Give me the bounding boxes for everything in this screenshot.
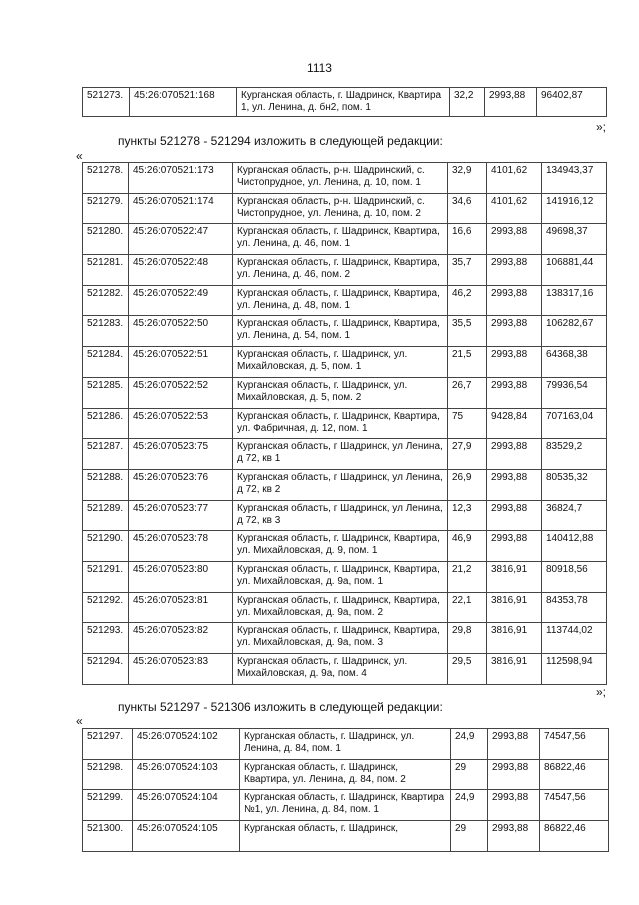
item-number-cell: 521281. <box>83 255 129 286</box>
area-cell: 12,3 <box>448 500 487 531</box>
table-row <box>83 623 607 654</box>
value-cell: 79936,54 <box>542 377 607 408</box>
cadastral-number-cell: 45:26:070524:102 <box>133 729 240 760</box>
address-cell: Курганская область, г. Шадринск, Квартира, ул. Ленина, д. 84, пом. 2 <box>240 759 451 790</box>
value-cell: 64368,38 <box>542 347 607 378</box>
address-cell: Курганская область, г. Шадринск, Квартира, ул. Фабричная, д. 12, пом. 1 <box>233 408 448 439</box>
value-cell: 49698,37 <box>542 224 607 255</box>
page-number: 1113 <box>307 61 332 75</box>
rate-cell: 2993,88 <box>487 531 542 562</box>
item-number-cell: 521284. <box>83 347 129 378</box>
table-row <box>83 408 607 439</box>
area-cell: 32,9 <box>448 163 487 194</box>
table-row <box>83 224 607 255</box>
value-cell: 106881,44 <box>542 255 607 286</box>
rate-cell: 2993,88 <box>487 285 542 316</box>
area-cell: 35,7 <box>448 255 487 286</box>
area-cell: 21,5 <box>448 347 487 378</box>
area-cell: 21,2 <box>448 561 487 592</box>
value-cell: 83529,2 <box>542 439 607 470</box>
rate-cell: 2993,88 <box>488 821 540 852</box>
area-cell: 26,7 <box>448 377 487 408</box>
item-number-cell: 521298. <box>83 759 133 790</box>
table-row <box>83 531 607 562</box>
address-cell: Курганская область, г. Шадринск, Квартира, ул. Михайловская, д. 9, пом. 1 <box>233 531 448 562</box>
value-cell: 36824,7 <box>542 500 607 531</box>
rate-cell: 2993,88 <box>487 377 542 408</box>
area-cell: 29,5 <box>448 654 487 685</box>
area-cell: 29 <box>451 759 488 790</box>
rate-cell: 4101,62 <box>487 163 542 194</box>
rate-cell: 2993,88 <box>487 469 542 500</box>
table-row <box>83 255 607 286</box>
address-cell: Курганская область, г. Шадринск, Квартира, ул. Ленина, д. 46, пом. 2 <box>233 255 448 286</box>
rate-cell: 2993,88 <box>487 255 542 286</box>
item-number-cell: 521290. <box>83 531 129 562</box>
value-cell: 84353,78 <box>542 592 607 623</box>
item-number-cell: 521294. <box>83 654 129 685</box>
area-cell: 46,2 <box>448 285 487 316</box>
item-number-cell: 521292. <box>83 592 129 623</box>
value-cell: 86822,46 <box>540 759 609 790</box>
table-row <box>83 439 607 470</box>
item-number-cell: 521278. <box>83 163 129 194</box>
address-cell: Курганская область, г. Шадринск, Квартира, ул. Ленина, д. 54, пом. 1 <box>233 316 448 347</box>
table-row <box>83 193 607 224</box>
address-cell: Курганская область, г. Шадринск, Квартира №1, ул. Ленина, д. 84, пом. 1 <box>240 790 451 821</box>
value-cell: 134943,37 <box>542 163 607 194</box>
area-cell: 16,6 <box>448 224 487 255</box>
cadastral-number-cell: 45:26:070523:82 <box>129 623 233 654</box>
address-cell: Курганская область, г. Шадринск, Квартира, ул. Ленина, д. 48, пом. 1 <box>233 285 448 316</box>
cadastral-number-cell: 45:26:070522:50 <box>129 316 233 347</box>
table-row <box>83 347 607 378</box>
area-cell: 24,9 <box>451 790 488 821</box>
cadastral-number-cell: 45:26:070523:83 <box>129 654 233 685</box>
cadastral-number-cell: 45:26:070523:78 <box>129 531 233 562</box>
cadastral-number-cell: 45:26:070523:80 <box>129 561 233 592</box>
cadastral-number-cell: 45:26:070524:105 <box>133 821 240 852</box>
rate-cell: 4101,62 <box>487 193 542 224</box>
rate-cell: 3816,91 <box>487 654 542 685</box>
opening-quote-1: « <box>76 149 83 163</box>
cadastral-number-cell: 45:26:070522:47 <box>129 224 233 255</box>
table-row <box>83 377 607 408</box>
address-cell: Курганская область, г. Шадринск, Квартира, ул. Михайловская, д. 9а, пом. 2 <box>233 592 448 623</box>
amendment-heading-2: пункты 521297 - 521306 изложить в следующей редакции: <box>118 700 443 714</box>
value-cell: 74547,56 <box>540 790 609 821</box>
table-row <box>83 285 607 316</box>
area-cell: 34,6 <box>448 193 487 224</box>
item-number-cell: 521280. <box>83 224 129 255</box>
address-cell: Курганская область, р-н. Шадринский, с. Чистопрудное, ул. Ленина, д. 10, пом. 1 <box>233 163 448 194</box>
cadastral-number-cell: 45:26:070522:49 <box>129 285 233 316</box>
item-number-cell: 521273. <box>83 88 130 117</box>
value-cell: 113744,02 <box>542 623 607 654</box>
address-cell: Курганская область, г. Шадринск, <box>240 821 451 852</box>
cadastral-number-cell: 45:26:070521:174 <box>129 193 233 224</box>
value-cell: 80535,32 <box>542 469 607 500</box>
value-cell: 86822,46 <box>540 821 609 852</box>
item-number-cell: 521286. <box>83 408 129 439</box>
address-cell: Курганская область, г Шадринск, ул Ленина, д 72, кв 1 <box>233 439 448 470</box>
address-cell: Курганская область, г. Шадринск, Квартира 1, ул. Ленина, д. бн2, пом. 1 <box>237 88 450 117</box>
table-row <box>83 759 609 790</box>
rate-cell: 3816,91 <box>487 623 542 654</box>
item-number-cell: 521291. <box>83 561 129 592</box>
rate-cell: 2993,88 <box>487 500 542 531</box>
registry-table-top <box>82 87 607 117</box>
address-cell: Курганская область, г Шадринск, ул Ленина, д 72, кв 2 <box>233 469 448 500</box>
rate-cell: 2993,88 <box>488 759 540 790</box>
cadastral-number-cell: 45:26:070523:77 <box>129 500 233 531</box>
area-cell: 24,9 <box>451 729 488 760</box>
cadastral-number-cell: 45:26:070522:52 <box>129 377 233 408</box>
cadastral-number-cell: 45:26:070521:168 <box>130 88 237 117</box>
opening-quote-2: « <box>76 714 83 728</box>
area-cell: 35,5 <box>448 316 487 347</box>
area-cell: 46,9 <box>448 531 487 562</box>
area-cell: 32,2 <box>450 88 485 117</box>
item-number-cell: 521285. <box>83 377 129 408</box>
amendment-heading-1: пункты 521278 - 521294 изложить в следующей редакции: <box>118 134 443 148</box>
area-cell: 27,9 <box>448 439 487 470</box>
address-cell: Курганская область, г. Шадринск, Квартира, ул. Ленина, д. 46, пом. 1 <box>233 224 448 255</box>
value-cell: 96402,87 <box>537 88 607 117</box>
table-row <box>83 729 609 760</box>
address-cell: Курганская область, г. Шадринск, ул. Михайловская, д. 5, пом. 1 <box>233 347 448 378</box>
value-cell: 80918,56 <box>542 561 607 592</box>
value-cell: 106282,67 <box>542 316 607 347</box>
item-number-cell: 521293. <box>83 623 129 654</box>
rate-cell: 2993,88 <box>485 88 537 117</box>
table-row <box>83 316 607 347</box>
table-row <box>83 88 607 117</box>
value-cell: 112598,94 <box>542 654 607 685</box>
value-cell: 140412,88 <box>542 531 607 562</box>
rate-cell: 2993,88 <box>487 316 542 347</box>
rate-cell: 3816,91 <box>487 592 542 623</box>
item-number-cell: 521299. <box>83 790 133 821</box>
value-cell: 138317,16 <box>542 285 607 316</box>
value-cell: 74547,56 <box>540 729 609 760</box>
item-number-cell: 521279. <box>83 193 129 224</box>
value-cell: 707163,04 <box>542 408 607 439</box>
table-row <box>83 654 607 685</box>
table-row <box>83 163 607 194</box>
table-row <box>83 469 607 500</box>
rate-cell: 2993,88 <box>487 224 542 255</box>
table-row <box>83 821 609 852</box>
area-cell: 26,9 <box>448 469 487 500</box>
table-row <box>83 790 609 821</box>
address-cell: Курганская область, г. Шадринск, Квартира, ул. Михайловская, д. 9а, пом. 3 <box>233 623 448 654</box>
rate-cell: 9428,84 <box>487 408 542 439</box>
rate-cell: 3816,91 <box>487 561 542 592</box>
item-number-cell: 521297. <box>83 729 133 760</box>
closing-quote-2: »; <box>596 685 607 699</box>
area-cell: 75 <box>448 408 487 439</box>
rate-cell: 2993,88 <box>488 729 540 760</box>
area-cell: 29 <box>451 821 488 852</box>
value-cell: 141916,12 <box>542 193 607 224</box>
cadastral-number-cell: 45:26:070524:104 <box>133 790 240 821</box>
cadastral-number-cell: 45:26:070521:173 <box>129 163 233 194</box>
cadastral-number-cell: 45:26:070524:103 <box>133 759 240 790</box>
cadastral-number-cell: 45:26:070522:51 <box>129 347 233 378</box>
table-row <box>83 592 607 623</box>
item-number-cell: 521283. <box>83 316 129 347</box>
address-cell: Курганская область, г. Шадринск, ул. Михайловская, д. 9а, пом. 4 <box>233 654 448 685</box>
rate-cell: 2993,88 <box>487 347 542 378</box>
item-number-cell: 521300. <box>83 821 133 852</box>
cadastral-number-cell: 45:26:070522:53 <box>129 408 233 439</box>
rate-cell: 2993,88 <box>487 439 542 470</box>
area-cell: 29,8 <box>448 623 487 654</box>
address-cell: Курганская область, р-н. Шадринский, с. Чистопрудное, ул. Ленина, д. 10, пом. 2 <box>233 193 448 224</box>
item-number-cell: 521282. <box>83 285 129 316</box>
address-cell: Курганская область, г. Шадринск, ул. Ленина, д. 84, пом. 1 <box>240 729 451 760</box>
cadastral-number-cell: 45:26:070523:81 <box>129 592 233 623</box>
cadastral-number-cell: 45:26:070522:48 <box>129 255 233 286</box>
item-number-cell: 521288. <box>83 469 129 500</box>
item-number-cell: 521287. <box>83 439 129 470</box>
closing-quote-1: »; <box>596 120 607 134</box>
item-number-cell: 521289. <box>83 500 129 531</box>
area-cell: 22,1 <box>448 592 487 623</box>
registry-table-bottom <box>82 728 609 852</box>
rate-cell: 2993,88 <box>488 790 540 821</box>
cadastral-number-cell: 45:26:070523:76 <box>129 469 233 500</box>
table-row <box>83 500 607 531</box>
address-cell: Курганская область, г. Шадринск, ул. Михайловская, д. 5, пом. 2 <box>233 377 448 408</box>
cadastral-number-cell: 45:26:070523:75 <box>129 439 233 470</box>
registry-table-main <box>82 162 607 685</box>
address-cell: Курганская область, г Шадринск, ул Ленина, д 72, кв 3 <box>233 500 448 531</box>
address-cell: Курганская область, г. Шадринск, Квартира, ул. Михайловская, д. 9а, пом. 1 <box>233 561 448 592</box>
table-row <box>83 561 607 592</box>
